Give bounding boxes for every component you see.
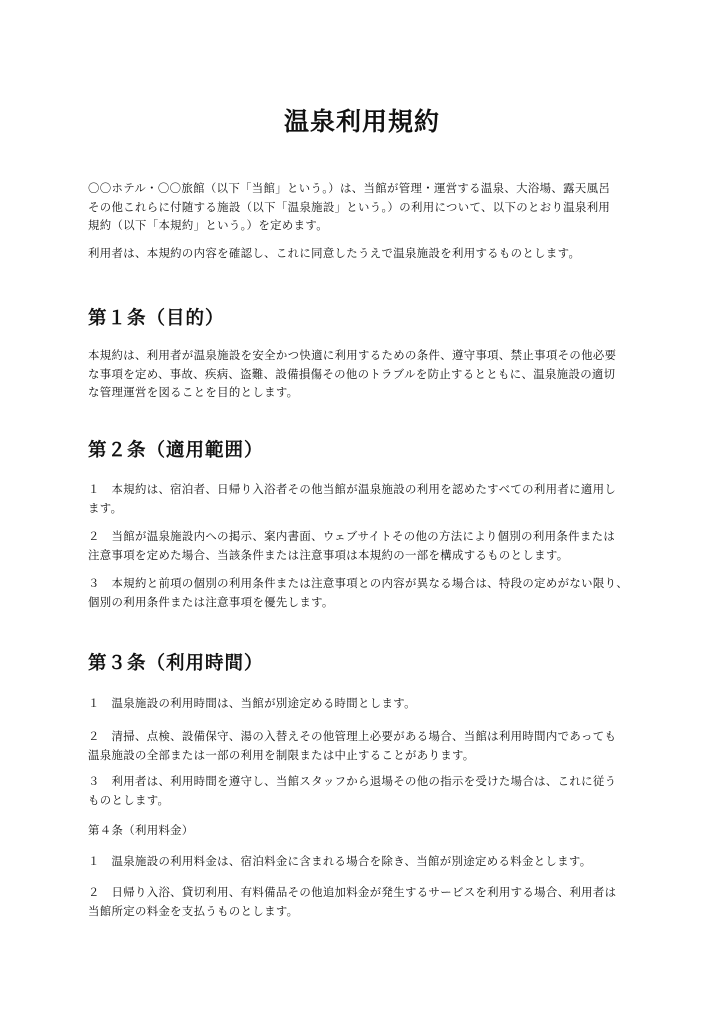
clause-line: 温泉施設の全部または一部の利用を制限または中止することがあります。 xyxy=(88,747,475,762)
document-title: 温泉利用規約 xyxy=(283,107,440,136)
agreement-paragraph xyxy=(88,244,648,263)
clause-line: ２ 当館が温泉施設内への掲示、案内書面、ウェブサイトその他の方法により個別の利用条件または xyxy=(88,529,616,543)
article-1-line: な管理運営を図ることを目的とします。 xyxy=(88,385,299,399)
clause-line: ３ 利用者は、利用時間を遵守し、当館スタッフから退場その他の指示を受けた場合は、これに従う xyxy=(88,774,617,788)
article-3-clause-2 xyxy=(88,727,648,764)
article-4-heading: 第４条（利用料金） xyxy=(88,823,194,837)
article-2-clause-2 xyxy=(88,527,648,564)
article-3-heading: 第３条（利用時間） xyxy=(88,653,264,674)
clause-line: １ 温泉施設の利用料金は、宿泊料金に含まれる場合を除き、当館が別途定める料金とします。 xyxy=(88,854,592,868)
article-4-clause-2 xyxy=(88,883,648,920)
article-3-clause-1 xyxy=(88,694,648,713)
clause-line: １ 温泉施設の利用時間は、当館が別途定める時間とします。 xyxy=(88,696,416,710)
clause-line: 当館所定の料金を支払うものとします。 xyxy=(88,903,299,918)
article-1-heading: 第１条（目的） xyxy=(88,308,225,329)
intro-line: その他これらに付随する施設（以下「温泉施設」という。）の利用について、以下のとおり温泉利用 xyxy=(88,199,611,214)
clause-line: 注意事項を定めた場合、当該条件または注意事項は本規約の一部を構成するものとします。 xyxy=(88,547,569,562)
article-1-line: 本規約は、利用者が温泉施設を安全かつ快適に利用するための条件、遵守事項、禁止事項その他必要 xyxy=(88,348,617,362)
clause-line: ます。 xyxy=(88,500,123,515)
clause-line: ものとします。 xyxy=(88,792,170,807)
intro-line: 規約（以下「本規約」という。）を定めます。 xyxy=(88,218,328,232)
article-2-heading: 第２条（適用範囲） xyxy=(88,440,264,461)
article-3-clause-3 xyxy=(88,772,648,809)
intro-paragraph xyxy=(88,179,648,235)
article-2-clause-3 xyxy=(88,574,648,611)
clause-line: ２ 清掃、点検、設備保守、湯の入替えその他管理上必要がある場合、当館は利用時間内であっても xyxy=(88,729,617,743)
clause-line: ２ 日帰り入浴、貸切利用、有料備品その他追加料金が発生するサービスを利用する場合、利用者は xyxy=(88,885,617,899)
intro-line: 〇〇ホテル・〇〇旅館（以下「当館」という。）は、当館が管理・運営する温泉、大浴場、露天風呂 xyxy=(88,181,611,195)
clause-line: １ 本規約は、宿泊者、日帰り入浴者その他当館が温泉施設の利用を認めたすべての利用者に適用し xyxy=(88,482,617,496)
article-2-clause-1 xyxy=(88,480,648,517)
clause-line: ３ 本規約と前項の個別の利用条件または注意事項との内容が異なる場合は、特段の定めがない限り、 xyxy=(88,576,629,590)
clause-line: 個別の利用条件または注意事項を優先します。 xyxy=(88,594,334,609)
article-1-paragraph xyxy=(88,346,648,402)
article-1-line: な事項を定め、事故、疾病、盗難、設備損傷その他のトラブルを防止するとともに、温泉施設の適切 xyxy=(88,366,616,381)
agreement-line: 利用者は、本規約の内容を確認し、これに同意したうえで温泉施設を利用するものとします。 xyxy=(88,246,581,260)
article-4-clause-1 xyxy=(88,852,648,871)
